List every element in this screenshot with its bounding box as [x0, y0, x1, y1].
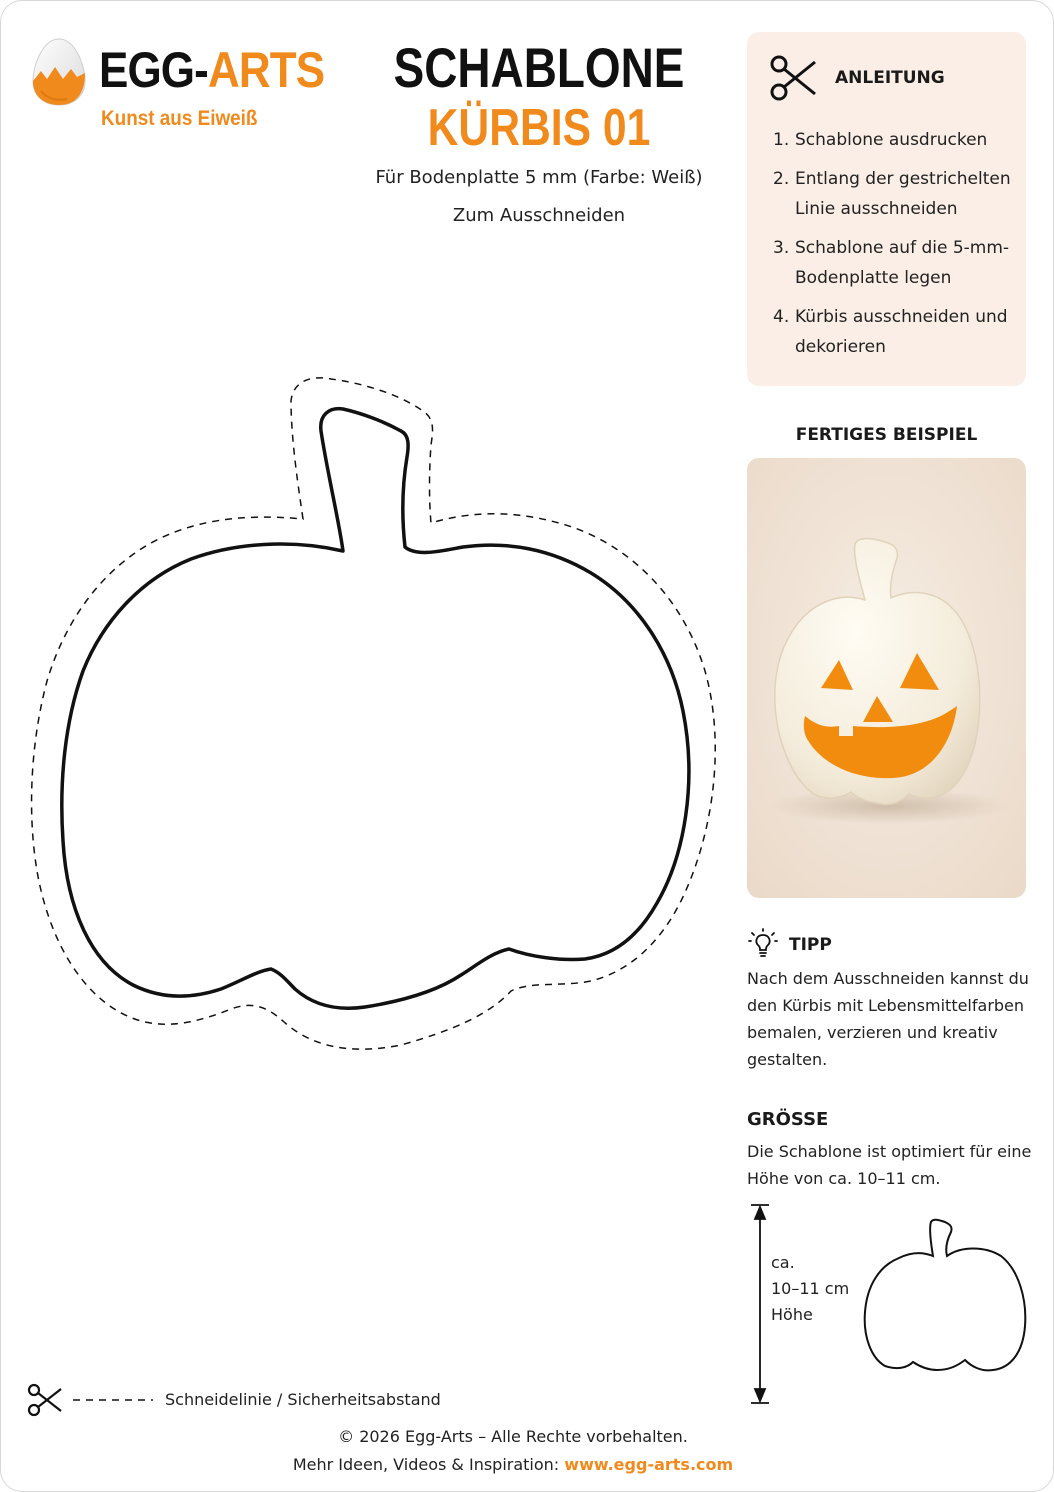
tip-header — [747, 927, 1027, 961]
size-text: Die Schablone ist optimiert für eine Höhe von ca. 10–11 cm. — [747, 1142, 1032, 1188]
lightbulb-icon — [747, 927, 779, 959]
instructions-steps — [773, 125, 1023, 371]
step-item: 1. Schablone ausdrucken — [773, 130, 988, 150]
brand-tagline: Kunst aus Eiweiß — [101, 107, 258, 130]
material-note: Für Bodenplatte 5 mm (Farbe: Weiß) — [375, 167, 703, 188]
cut-note: Zum Ausschneiden — [452, 205, 626, 226]
step-item: 3. Schablone auf die 5-mm-Bodenplatte legen — [773, 238, 1010, 288]
step-item: 2. Entlang der gestrichelten Linie ausschneiden — [773, 169, 1011, 219]
pumpkin-outline-small — [861, 1216, 1036, 1381]
tip-text: Nach dem Ausschneiden kannst du den Kürbis mit Lebensmittelfarben bemalen, verzieren und kreativ gestalten. — [747, 969, 1029, 1069]
page-subtitle: KÜRBIS 01 — [427, 99, 651, 157]
pumpkin-template — [21, 361, 741, 1061]
finished-pumpkin-image — [747, 458, 1026, 898]
example-title: FERTIGES BEISPIEL — [795, 425, 978, 445]
scissors-icon — [769, 54, 819, 102]
tip-title: TIPP — [789, 935, 832, 955]
dashed-line-sample — [73, 1397, 153, 1403]
legend — [27, 1381, 507, 1421]
copyright: © 2026 Egg-Arts – Alle Rechte vorbehalten. — [338, 1427, 688, 1446]
example-photo — [747, 458, 1026, 898]
footer-more: Mehr Ideen, Videos & Inspiration: www.egg-arts.com — [292, 1455, 734, 1474]
pumpkin-outline — [62, 409, 689, 1009]
legend-text: Schneidelinie / Sicherheitsabstand — [165, 1390, 441, 1409]
egg-logo-icon — [31, 37, 87, 107]
page-title: SCHABLONE — [393, 36, 685, 99]
size-title: GRÖSSE — [747, 1109, 829, 1130]
step-item: 4. Kürbis ausschneiden und dekorieren — [773, 307, 1008, 357]
size-label: ca. 10–11 cm Höhe — [771, 1253, 850, 1324]
footer — [1, 1423, 1025, 1479]
brand-logo — [31, 37, 331, 137]
page-header — [331, 37, 747, 235]
brand-name: EGG-ARTS — [99, 42, 325, 98]
instructions-title: ANLEITUNG — [835, 68, 945, 88]
scissors-icon — [27, 1383, 63, 1417]
instructions-box — [747, 32, 1026, 386]
website-link[interactable]: www.egg-arts.com — [564, 1455, 734, 1474]
